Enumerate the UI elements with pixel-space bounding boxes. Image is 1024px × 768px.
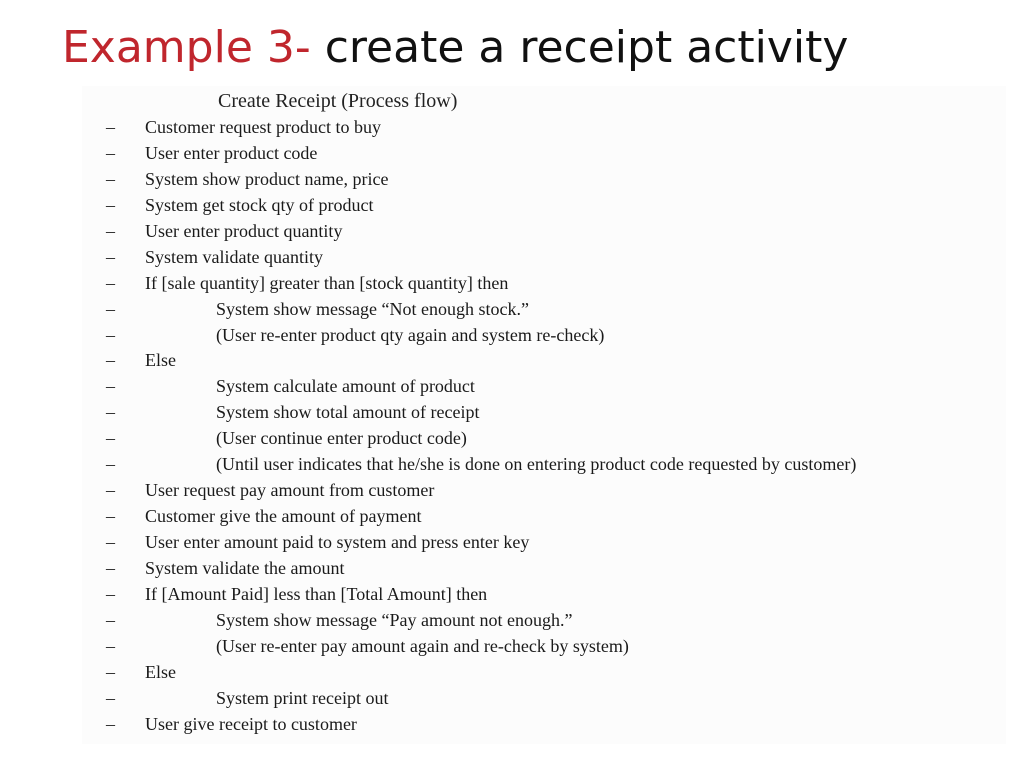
process-step-text: If [Amount Paid] less than [Total Amount] then (145, 583, 488, 604)
process-step-text: Customer give the amount of payment (145, 506, 422, 527)
process-step-text: User request pay amount from customer (145, 480, 435, 501)
process-step-text: (User re-enter pay amount again and re-check by system) (216, 635, 629, 656)
dash-bullet-icon: – (106, 246, 115, 267)
dash-bullet-icon: – (106, 687, 115, 708)
dash-bullet-icon: – (106, 117, 115, 137)
dash-bullet-icon: – (106, 402, 115, 423)
process-step-text: System validate quantity (145, 246, 323, 267)
process-step-text: (User re-enter product qty again and system re-check) (216, 324, 605, 345)
dash-bullet-icon: – (106, 454, 115, 475)
dash-bullet-icon: – (106, 480, 115, 501)
dash-bullet-icon: – (106, 661, 115, 682)
process-step-text: Customer request product to buy (145, 117, 381, 137)
process-step-text: (User continue enter product code) (216, 428, 467, 449)
dash-bullet-icon: – (106, 272, 115, 293)
dash-bullet-icon: – (106, 583, 115, 604)
dash-bullet-icon: – (106, 324, 115, 345)
dash-bullet-icon: – (106, 298, 115, 319)
dash-bullet-icon: – (106, 557, 115, 578)
process-step-text: Else (145, 350, 176, 371)
dash-bullet-icon: – (106, 609, 115, 630)
process-step-text: User enter product code (145, 142, 318, 163)
dash-bullet-icon: – (106, 168, 115, 189)
dash-bullet-icon: – (106, 194, 115, 215)
dash-bullet-icon: – (106, 506, 115, 527)
title-prefix: Example 3- (62, 22, 311, 73)
dash-bullet-icon: – (106, 635, 115, 656)
slide-title (62, 18, 848, 78)
process-step-text: System show message “Pay amount not enough.” (216, 609, 573, 630)
process-step-text: Else (145, 661, 176, 682)
dash-bullet-icon: – (106, 532, 115, 552)
process-step-text: (Until user indicates that he/she is done on entering product code requested by customer) (216, 454, 857, 475)
dash-bullet-icon: – (106, 376, 115, 397)
dash-bullet-icon: – (106, 350, 115, 371)
process-step-text: System show total amount of receipt (216, 402, 480, 423)
dash-bullet-icon: – (106, 428, 115, 449)
dash-bullet-icon: – (106, 142, 115, 163)
process-step-text: System validate the amount (145, 557, 345, 578)
process-step-text: If [sale quantity] greater than [stock quantity] then (145, 272, 509, 293)
dash-bullet-icon: – (106, 713, 115, 734)
process-step-text: System get stock qty of product (145, 194, 374, 215)
title-text: create a receipt activity (310, 22, 849, 73)
process-step-text: System show message “Not enough stock.” (216, 298, 529, 319)
process-step-text: System calculate amount of product (216, 376, 475, 397)
document-heading: Create Receipt (Process flow) (218, 90, 458, 112)
process-step-text: User enter product quantity (145, 220, 343, 241)
process-step-text: User give receipt to customer (145, 713, 357, 734)
process-step-text: System print receipt out (216, 687, 389, 708)
dash-bullet-icon: – (106, 220, 115, 241)
process-step-text: System show product name, price (145, 168, 389, 189)
process-step-text: User enter amount paid to system and press enter key (145, 532, 530, 552)
